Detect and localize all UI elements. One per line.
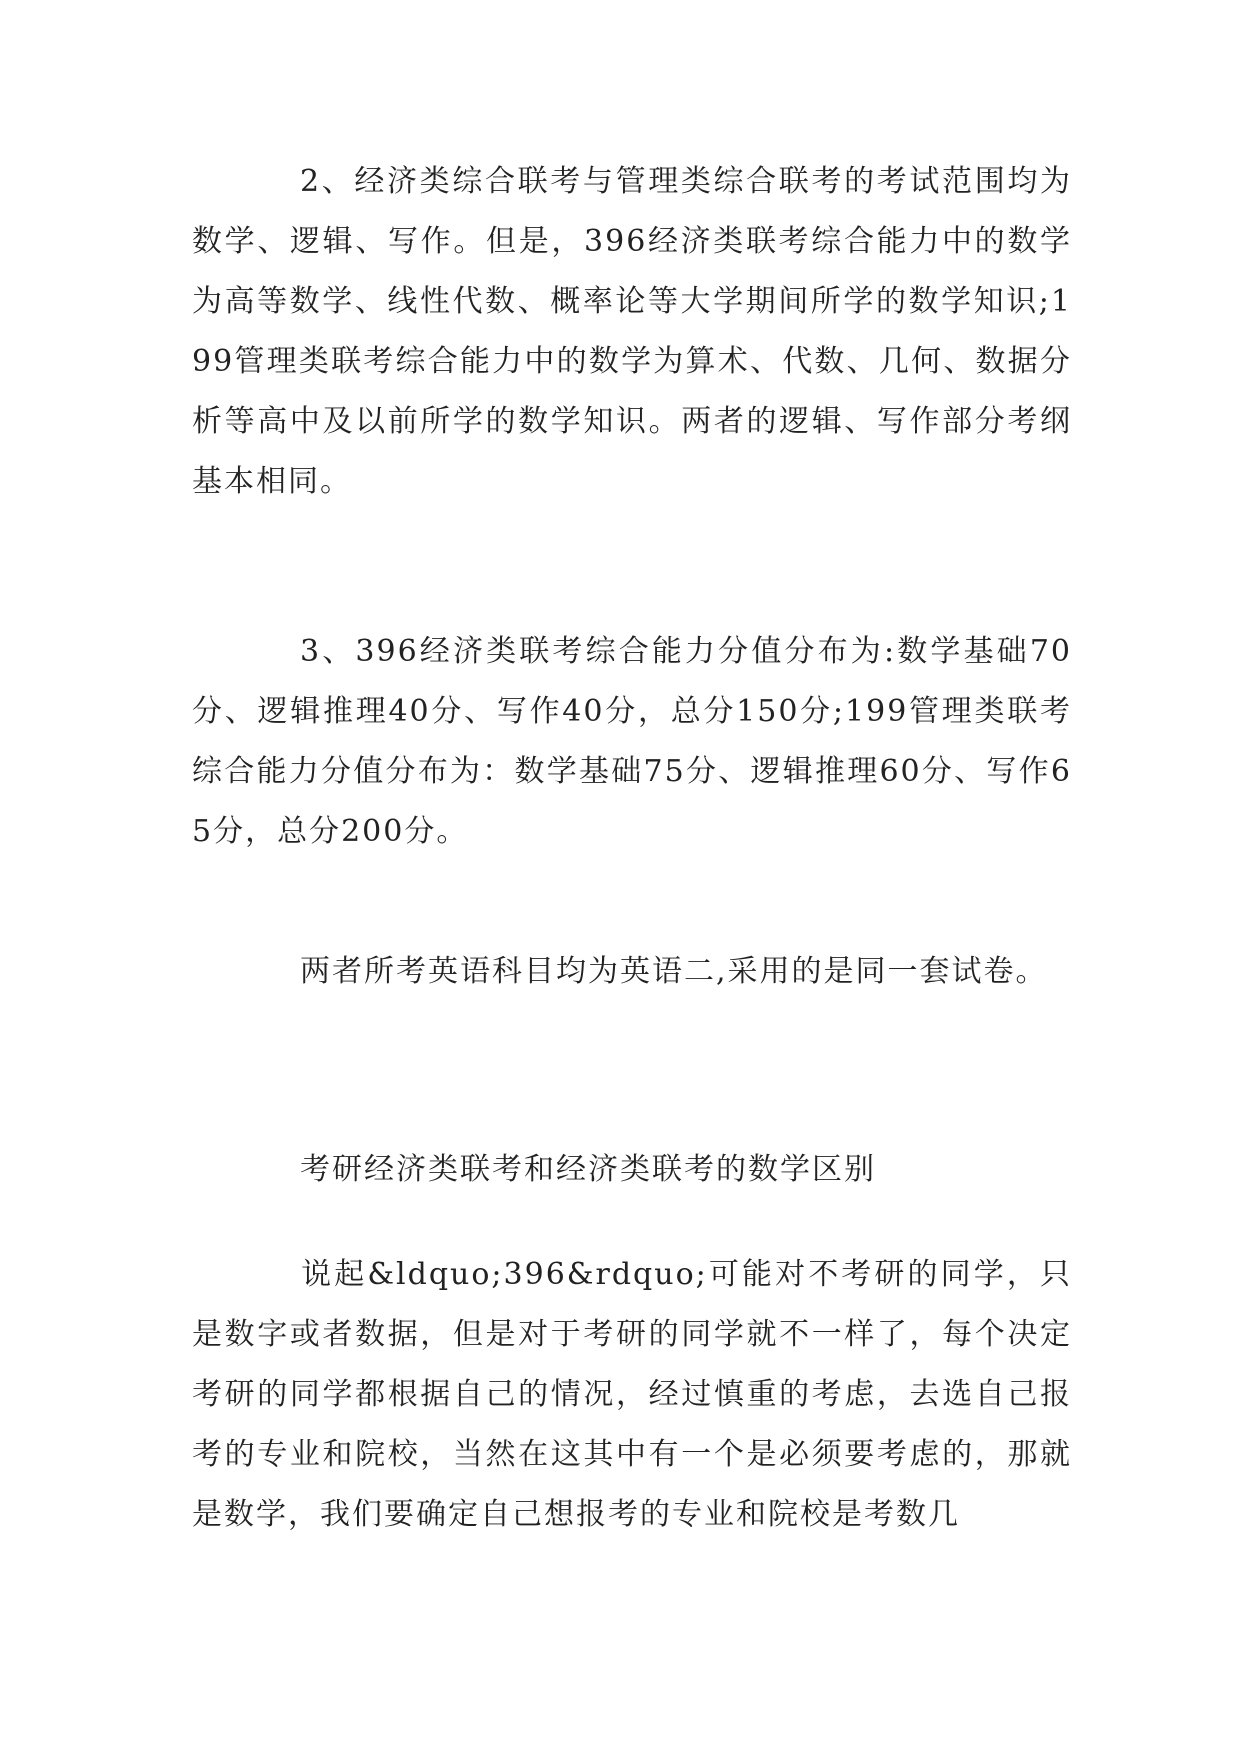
paragraph-text: 两者所考英语科目均为英语二,采用的是同一套试卷。: [300, 954, 1048, 989]
paragraph-text: 说起&ldquo;396&rdquo;可能对不考研的同学，只是数字或者数据，但是对于考研的同学就不一样了，每个决定考研的同学都根据自己的情况，经过慎重的考虑，去选自己报考的专业和院校，当然在这其中有一个是必须要考虑的，那就是数学，我们要确定自己想报考的专业和院校是考数几: [192, 1257, 1072, 1532]
paragraph-english-subject: [192, 942, 1072, 1002]
paragraph-text: 2、经济类综合联考与管理类综合联考的考试范围均为数学、逻辑、写作。但是，396经济类联考综合能力中的数学为高等数学、线性代数、概率论等大学期间所学的数学知识;199管理类联考综合能力中的数学为算术、代数、几何、数据分析等高中及以前所学的数学知识。两者的逻辑、写作部分考纲基本相同。: [192, 164, 1072, 499]
paragraph-score-distribution: [192, 622, 1072, 862]
paragraph-text: 3、396经济类联考综合能力分值分布为:数学基础70分、逻辑推理40分、写作40分，总分150分;199管理类联考综合能力分值分布为：数学基础75分、逻辑推理60分、写作65分，总分200分。: [192, 634, 1072, 849]
heading-text: 考研经济类联考和经济类联考的数学区别: [300, 1152, 876, 1187]
paragraph-math-intro: [192, 1245, 1072, 1545]
paragraph-exam-scope: [192, 152, 1072, 512]
section-heading: [192, 1140, 1072, 1200]
